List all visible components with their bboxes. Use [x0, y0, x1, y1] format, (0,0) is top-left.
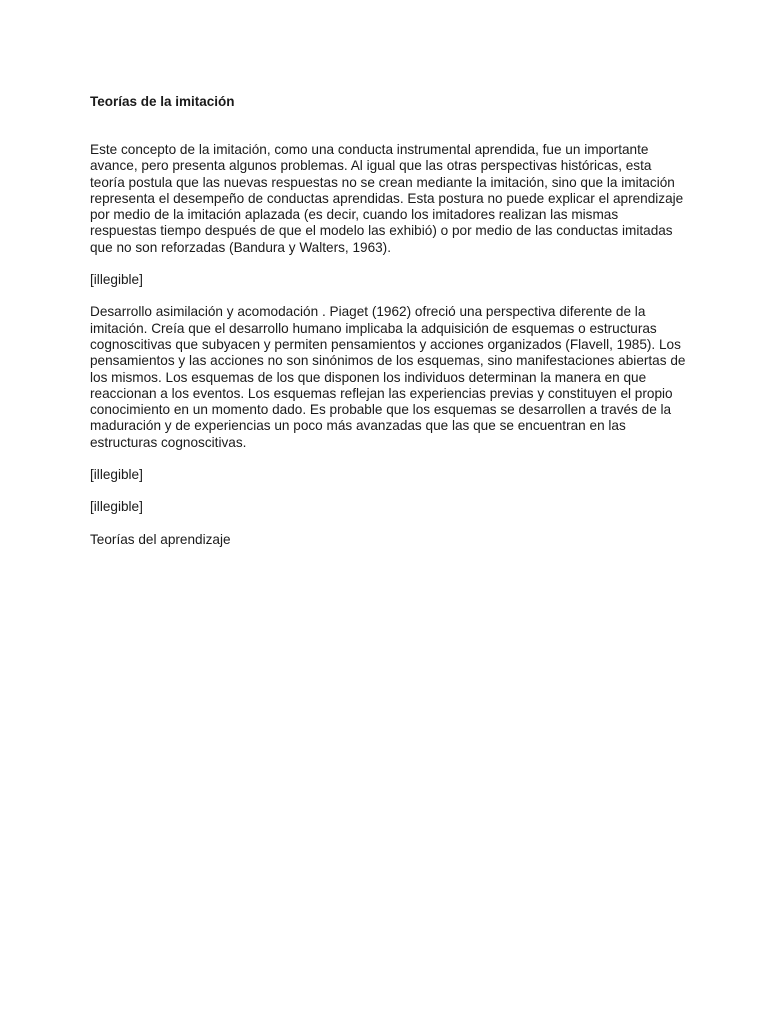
paragraph-instinto: [illegible]: [90, 272, 143, 288]
section-heading-aprendizaje: Teorías del aprendizaje: [90, 531, 231, 547]
paragraph-desarrollo: Desarrollo asimilación y acomodación . Piaget (1962) ofreció una perspectiva diferente de la imitación. Creía que el desarrollo humano implicaba la adquisición de esquemas o estructuras cognoscitivas que subyacen y permiten pensamientos y acciones organizados (Flavell, 1985). Los pensamientos y las acciones no son sinónimos de los esquemas, sino manifestaciones abiertas de los mismos. Los esquemas de los que disponen los individuos determinan la manera en que reaccionan a los eventos. Los esquemas reflejan las experiencias previas y constituyen el propio conocimiento en un momento dado. Es probable que los esquemas se desarrollen a través de la maduración y de experiencias un poco más avanzadas que las que se encuentran en las estructuras cognoscitivas.: [90, 304, 686, 450]
paragraph-condicionamiento: [illegible]: [90, 467, 143, 483]
document-title: Teorías de la imitación: [90, 94, 235, 109]
paragraph-intro: Este concepto de la imitación, como una conducta instrumental aprendida, fue un importante avance, pero presenta algunos problemas. Al igual que las otras perspectivas históricas, esta teoría postula que las nuevas respuestas no se crean mediante la imitación, sino que la imitación representa el desempeño de conductas aprendidas. Esta postura no puede explicar el aprendizaje por medio de la imitación aplazada (es decir, cuando los imitadores realizan las mismas respuestas tiempo después de que el modelo las exhibió) o por medio de las conductas imitadas que no son reforzadas (Bandura y Walters, 1963).: [90, 142, 684, 255]
paragraph-conducta-instrumental: [illegible]: [90, 499, 143, 515]
